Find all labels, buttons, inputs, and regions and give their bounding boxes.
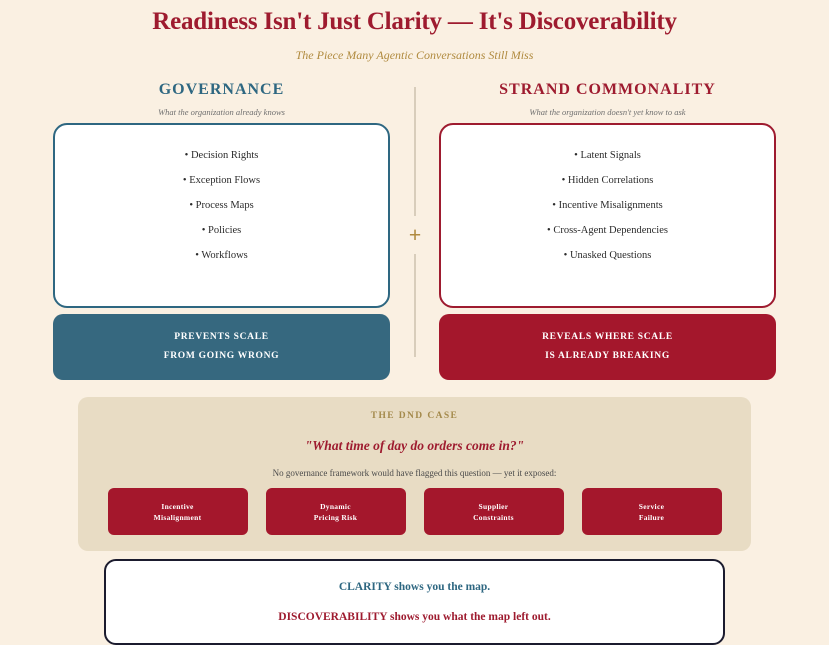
list-item: • Unasked Questions: [563, 250, 652, 261]
list-item: • Cross-Agent Dependencies: [547, 225, 668, 236]
list-item: • Hidden Correlations: [561, 175, 654, 186]
dnd-chip: [582, 488, 722, 535]
plus-icon: +: [406, 216, 424, 254]
dnd-chip-line-1: Service: [638, 501, 665, 511]
governance-subtitle: What the organization already knows: [158, 107, 285, 117]
governance-title: GOVERNANCE: [158, 81, 285, 98]
dnd-chip-line-2: Misalignment: [153, 512, 202, 522]
list-item: • Latent Signals: [574, 150, 641, 161]
dnd-chip-line-2: Failure: [638, 512, 665, 522]
conclusion-line-1: CLARITY shows you the map.: [338, 581, 491, 593]
dnd-chip-line-1: Dynamic: [320, 501, 351, 511]
dnd-chip: [108, 488, 248, 535]
dnd-chip-line-1: Supplier: [478, 501, 509, 511]
governance-column: [53, 81, 390, 380]
strand-column: [439, 81, 776, 380]
conclusion-box: [104, 559, 725, 645]
page-subtitle: The Piece Many Agentic Conversations Still Miss: [295, 48, 534, 62]
governance-banner-line-2: FROM GOING WRONG: [163, 351, 280, 361]
strand-banner: [439, 314, 776, 380]
list-item: • Incentive Misalignments: [552, 200, 663, 211]
dnd-case-quote: "What time of day do orders come in?": [304, 438, 525, 453]
dnd-chip: [266, 488, 406, 535]
strand-banner-line-1: REVEALS WHERE SCALE: [542, 332, 673, 342]
strand-subtitle: What the organization doesn't yet know to ask: [529, 107, 686, 117]
dnd-case-title: THE DND CASE: [370, 411, 459, 421]
list-item: • Workflows: [195, 250, 248, 261]
dnd-case-note: No governance framework would have flagged this question — yet it exposed:: [272, 468, 557, 478]
governance-banner-line-1: PREVENTS SCALE: [174, 332, 269, 342]
comparison-columns: [0, 81, 829, 380]
list-item: • Exception Flows: [182, 175, 261, 186]
dnd-chip-line-2: Constraints: [473, 512, 514, 522]
dnd-case-panel: [78, 397, 751, 551]
strand-card: [439, 123, 776, 308]
strand-title: STRAND COMMONALITY: [499, 81, 716, 98]
strand-banner-line-2: IS ALREADY BREAKING: [545, 351, 670, 361]
list-item: • Policies: [201, 225, 242, 236]
list-item: • Process Maps: [189, 200, 254, 211]
dnd-chip-line-2: Pricing Risk: [313, 512, 358, 522]
dnd-chip: [424, 488, 564, 535]
conclusion-line-2: DISCOVERABILITY shows you what the map left out.: [278, 611, 551, 623]
list-item: • Decision Rights: [184, 150, 259, 161]
dnd-chip-line-1: Incentive: [161, 501, 194, 511]
page-title: Readiness Isn't Just Clarity — It's Discoverability: [152, 8, 677, 35]
governance-card: [53, 123, 390, 308]
governance-banner: [53, 314, 390, 380]
dnd-chip-row: [78, 488, 751, 535]
